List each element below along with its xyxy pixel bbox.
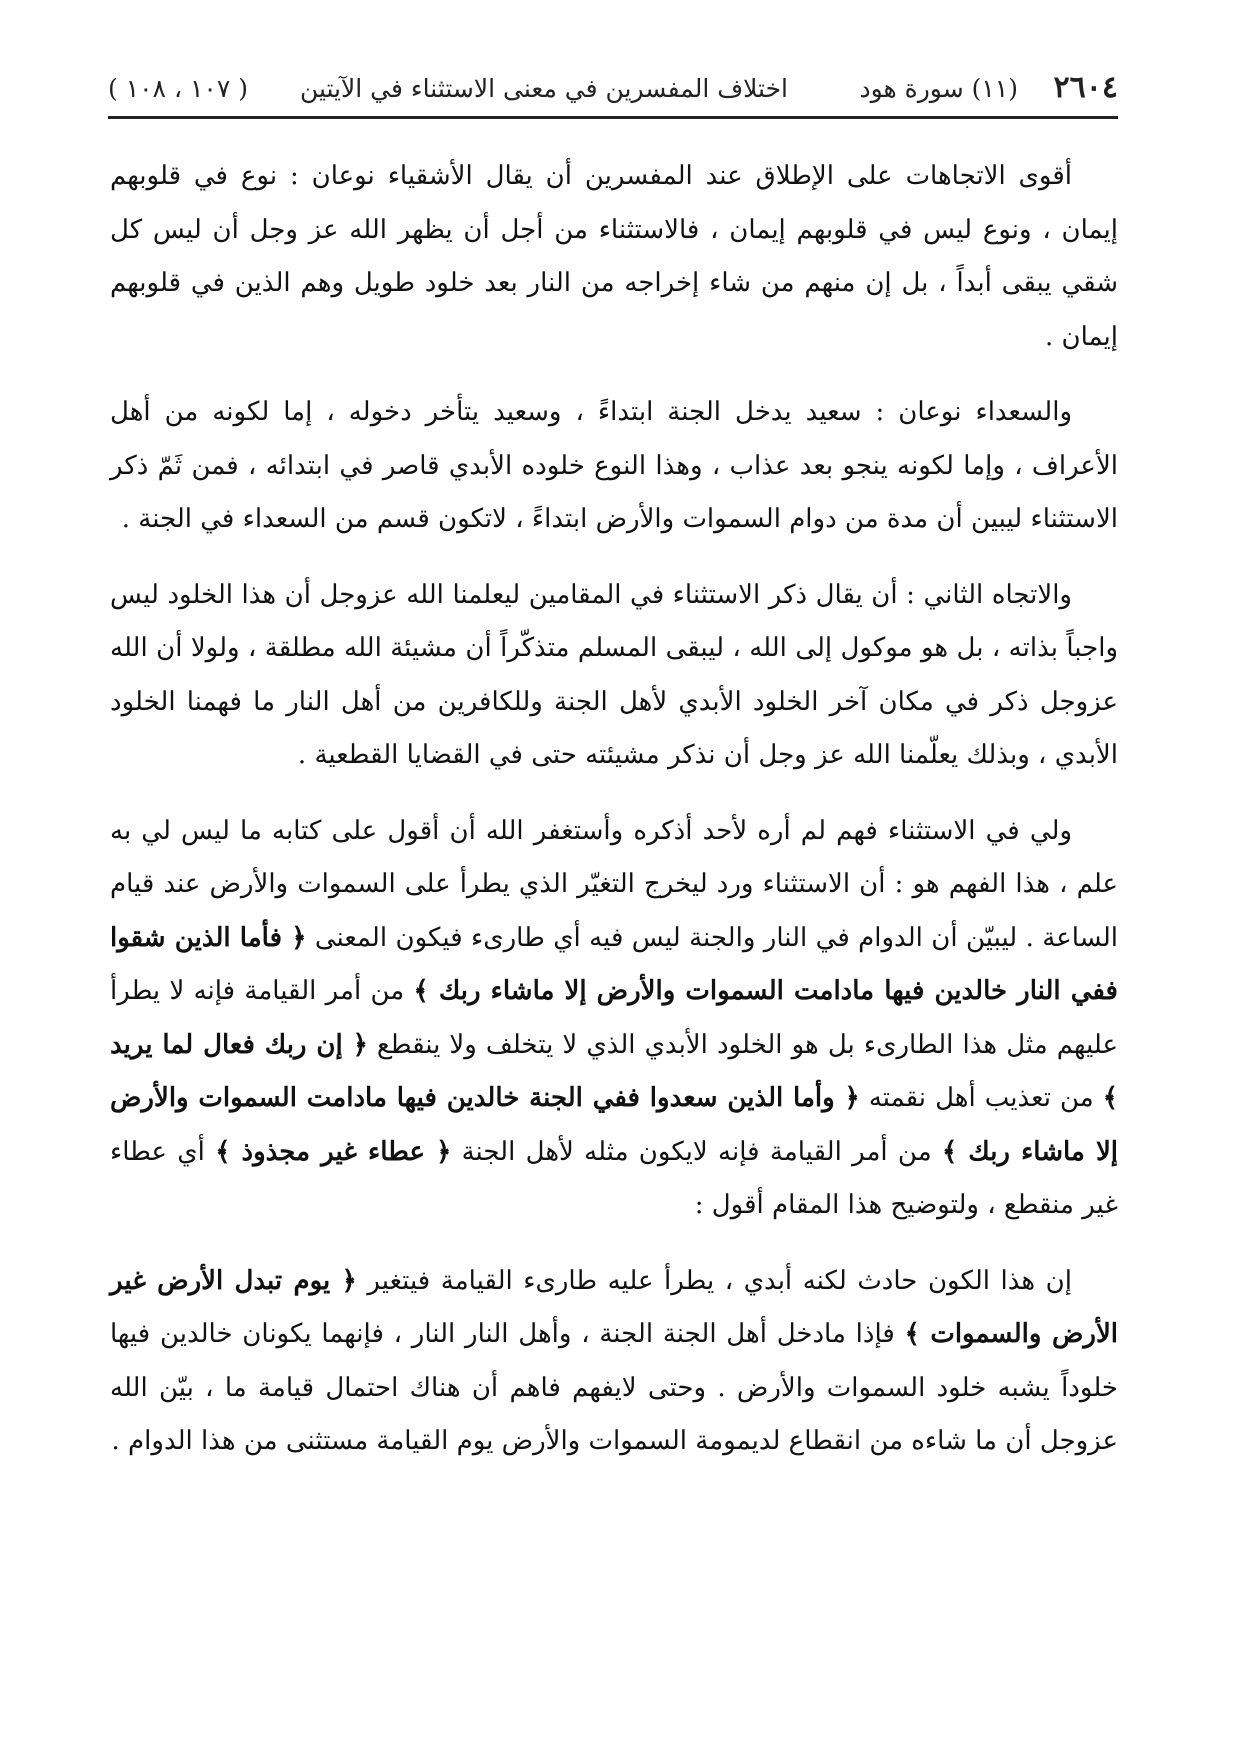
page-body [110,150,1118,1491]
section-title: اختلاف المفسرين في معنى الاستثناء في الآيتين [299,74,788,103]
verse-range: ( ١٠٧ ، ١٠٨ ) [108,74,248,103]
text-run: أقوى الاتجاهات على الإطلاق عند المفسرين أن يقال الأشقياء نوعان : نوع في قلوبهم إيمان ، ونوع ليس في قلوبهم إيمان ، فالاستثناء من أجل أن يظهر الله عز وجل أن ليس كل شقي يبقى أبداً ، بل إن منهم من شاء إخراجه من النار بعد خلود طويل وهم الذين في قلوبهم إيمان . [110,161,1119,352]
header-rule [108,116,1118,119]
paragraph-3 [110,569,1118,783]
text-run: والاتجاه الثاني : أن يقال ذكر الاستثناء في المقامين ليعلمنا الله عزوجل أن هذا الخلود ليس واجباً بذاته ، بل هو موكول إلى الله ، ليبقى المسلم متذكّراً أن مشيئة الله مطلقة ، ولولا أن الله عزوجل ذكر في مكان آخر الخلود الأبدي لأهل الجنة وللكافرين من أهل النار ما فهمنا الخلود الأبدي ، وبذلك يعلّمنا الله عز وجل أن نذكر مشيئته حتى في القضايا القطعية . [110,579,1118,770]
text-run: من أمر القيامة فإنه لايكون مثله لأهل الجنة [451,1136,942,1167]
quran-quote: ﴿ وأما الذين سعدوا ففي الجنة خالدين فيها مادامت السموات والأرض إلا ماشاء ربك ﴾ [110,1083,1119,1167]
page-number: ٢٦٠٤ [1053,70,1118,105]
quran-quote: ﴿ فأما الذين شقوا ففي النار خالدين فيها مادامت السموات والأرض إلا ماشاء ربك ﴾ [110,922,1118,1006]
text-run: والسعداء نوعان : سعيد يدخل الجنة ابتداءً ، وسعيد يتأخر دخوله ، إما لكونه من أهل الأعراف ، وإما لكونه ينجو بعد عذاب ، وهذا النوع خلوده الأبدي قاصر في ابتدائه ، فمن ثَمّ ذكر الاستثناء ليبين أن مدة من دوام السموات والأرض ابتداءً ، لاتكون قسم من السعداء في الجنة . [110,397,1118,534]
sura-label: (١١) سورة هود [859,74,1018,103]
paragraph-2 [110,386,1118,547]
text-run: أي عطاء غير منقطع ، ولتوضيح هذا المقام أقول : [110,1136,1118,1220]
text-run: فإذا مادخل أهل الجنة الجنة ، وأهل النار النار ، فإنهما يكونان خالدين فيها خلوداً يشبه خلود السموات والأرض . وحتى لايفهم فاهم أن هناك احتمال قيامة ما ، بيّن الله عزوجل أن ما شاءه من انقطاع لديمومة السموات والأرض يوم القيامة مستثنى من هذا الدوام . [110,1319,1118,1456]
text-run: إن هذا الكون حادث لكنه أبدي ، يطرأ عليه طارىء القيامة فيتغير [356,1265,1072,1296]
quran-quote: ﴿ إن ربك فعال لما يريد ﴾ [110,1029,1118,1113]
paragraph-5 [110,1255,1118,1469]
text-run: من أمر القيامة فإنه لا يطرأ عليهم مثل هذا الطارىء بل هو الخلود الأبدي الذي لا يتخلف ولا ينقطع [110,976,1119,1060]
paragraph-1 [110,150,1118,364]
quran-quote: ﴿ يوم تبدل الأرض غير الأرض والسموات ﴾ [110,1265,1118,1349]
paragraph-4 [110,805,1118,1233]
text-run: ولي في الاستثناء فهم لم أره لأحد أذكره وأستغفر الله أن أقول على كتابه ما ليس لي به علم ، هذا الفهم هو : أن الاستثناء ورد ليخرج التغيّر الذي يطرأ على السموات والأرض عند قيام الساعة . ليبيّن أن الدوام في النار والجنة ليس فيه أي طارىء فيكون المعنى [110,815,1118,953]
running-header [108,62,1118,112]
text-run: من تعذيب أهل نقمته [859,1083,1103,1113]
quran-quote: ﴿ عطاء غير مجذوذ ﴾ [215,1136,452,1167]
